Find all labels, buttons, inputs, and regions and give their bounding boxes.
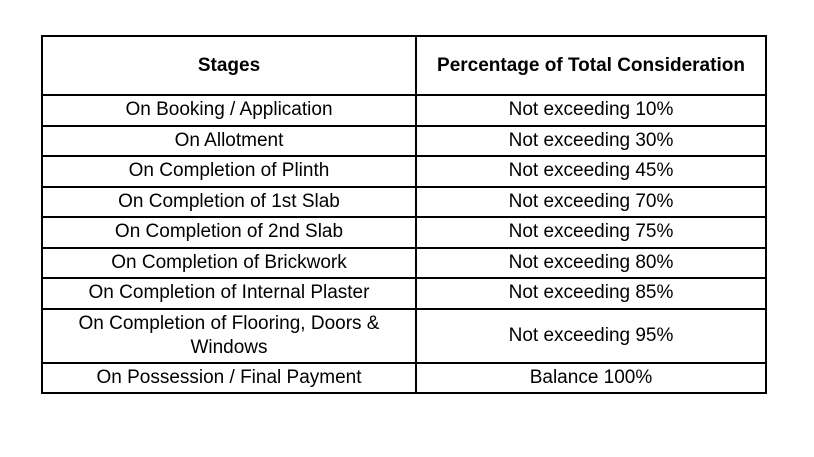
- stage-cell: On Completion of Flooring, Doors & Windows: [42, 309, 416, 363]
- table-row: [42, 95, 766, 126]
- table-row: [42, 363, 766, 394]
- header-percentage: Percentage of Total Consideration: [416, 36, 766, 95]
- stage-cell: On Completion of Brickwork: [42, 248, 416, 279]
- stage-cell: On Allotment: [42, 126, 416, 157]
- percentage-cell: Not exceeding 95%: [416, 309, 766, 363]
- payment-schedule-table: [41, 35, 767, 394]
- table-row: [42, 309, 766, 363]
- percentage-cell: Not exceeding 70%: [416, 187, 766, 218]
- stage-cell: On Completion of 2nd Slab: [42, 217, 416, 248]
- header-stages: Stages: [42, 36, 416, 95]
- percentage-cell: Not exceeding 10%: [416, 95, 766, 126]
- percentage-cell: Not exceeding 30%: [416, 126, 766, 157]
- percentage-cell: Balance 100%: [416, 363, 766, 394]
- percentage-cell: Not exceeding 80%: [416, 248, 766, 279]
- stage-cell: On Possession / Final Payment: [42, 363, 416, 394]
- stage-cell: On Completion of Internal Plaster: [42, 278, 416, 309]
- percentage-cell: Not exceeding 45%: [416, 156, 766, 187]
- table-row: [42, 217, 766, 248]
- table-header-row: [42, 36, 766, 95]
- percentage-cell: Not exceeding 75%: [416, 217, 766, 248]
- stage-cell: On Booking / Application: [42, 95, 416, 126]
- stage-cell: On Completion of Plinth: [42, 156, 416, 187]
- table-row: [42, 187, 766, 218]
- table-row: [42, 156, 766, 187]
- table-row: [42, 278, 766, 309]
- stage-cell: On Completion of 1st Slab: [42, 187, 416, 218]
- percentage-cell: Not exceeding 85%: [416, 278, 766, 309]
- table-row: [42, 126, 766, 157]
- table-row: [42, 248, 766, 279]
